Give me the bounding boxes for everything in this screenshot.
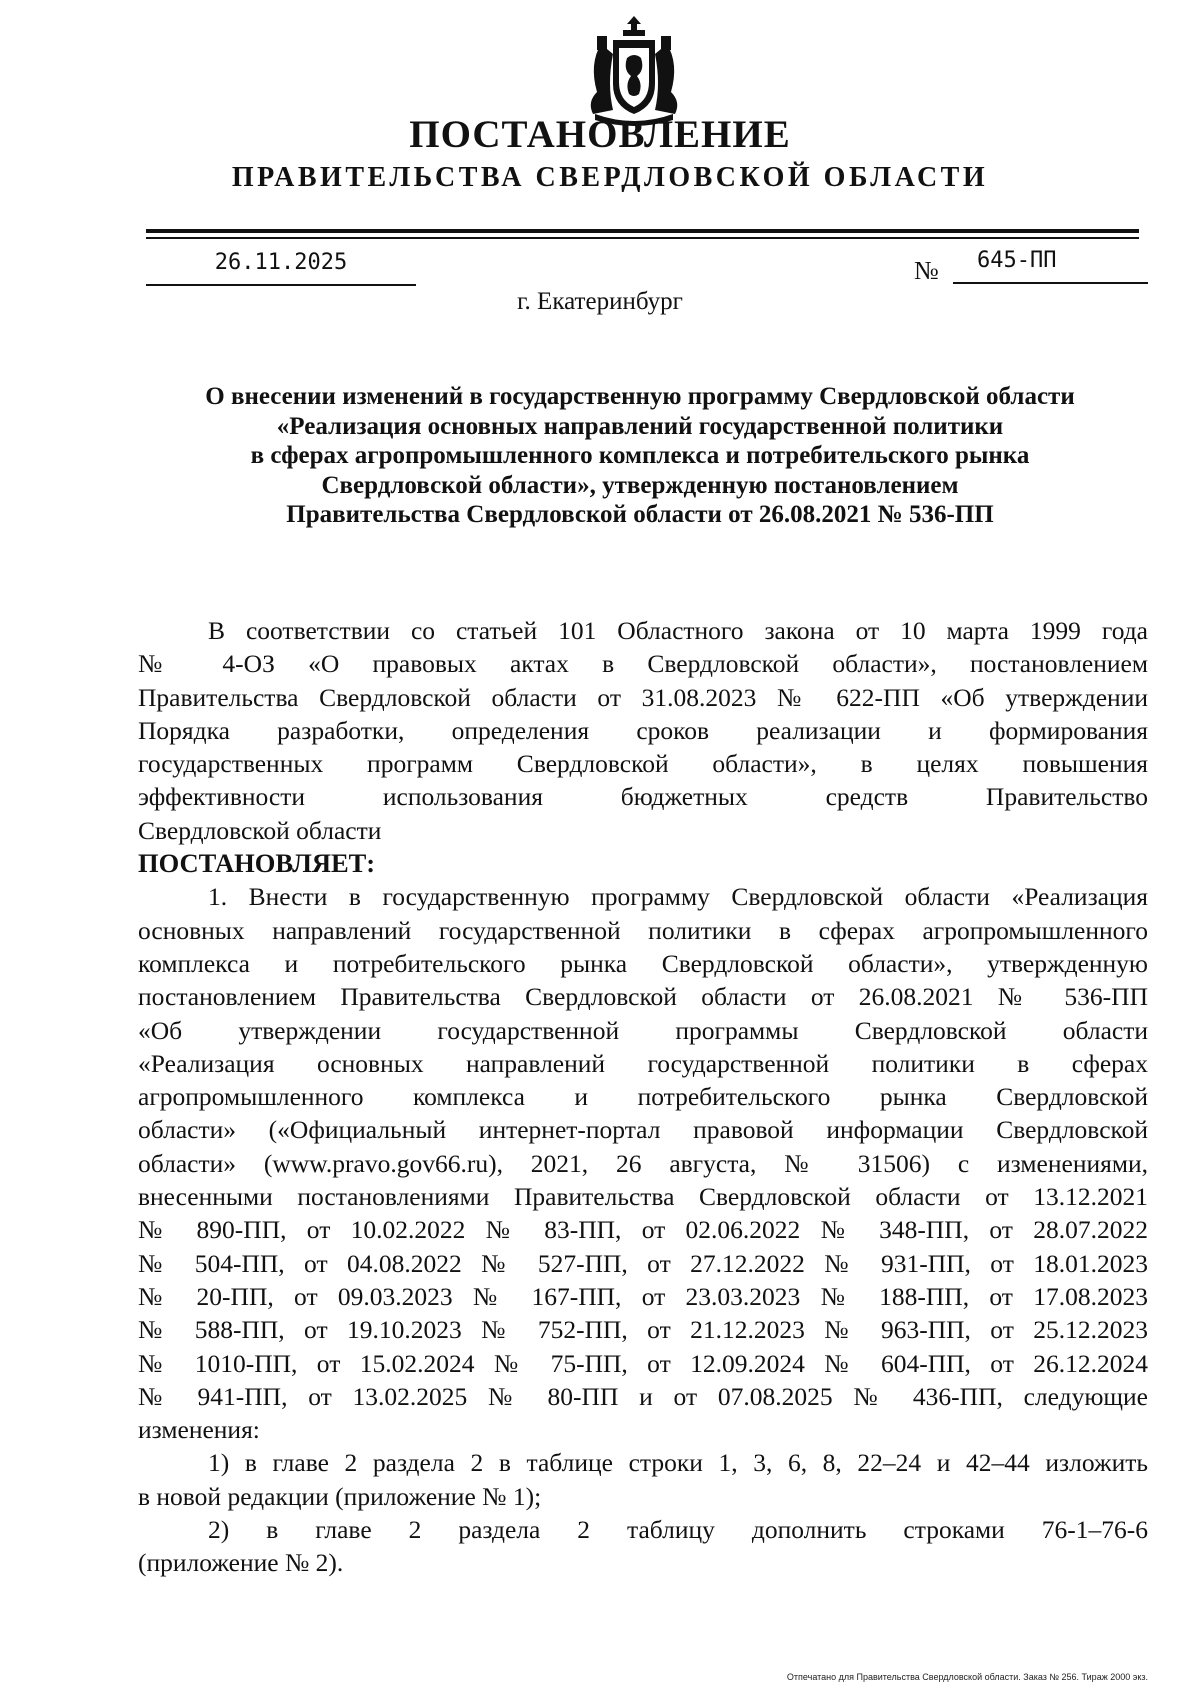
preamble-line: эффективности использования бюджетных средств Правительство xyxy=(138,782,1148,812)
preamble-line: Порядка разработки, определения сроков реализации и формирования xyxy=(138,715,1148,745)
item1-line: № 20-ПП, от 09.03.2023 № 167-ПП, от 23.03.2023 № 188-ПП, от 17.08.2023 xyxy=(138,1281,1148,1311)
item1-line: комплекса и потребительского рынка Свердловской области», утвержденную xyxy=(138,948,1148,978)
item1-line: постановлением Правительства Свердловской области от 26.08.2021 № 536-ПП xyxy=(138,982,1148,1012)
document-subtitle: ПРАВИТЕЛЬСТВА СВЕРДЛОВСКОЙ ОБЛАСТИ xyxy=(231,162,989,193)
item1-line: основных направлений государственной политики в сферах агропромышленного xyxy=(138,915,1148,945)
item1-line: области» (www.pravo.gov66.ru), 2021, 26 августа, № 31506) с изменениями, xyxy=(138,1148,1148,1178)
sub2-line: 2) в главе 2 раздела 2 таблицу дополнить строками 76-1–76-6 xyxy=(208,1515,1148,1545)
item1-line: № 890-ПП, от 10.02.2022 № 83-ПП, от 02.06.2022 № 348-ПП, от 28.07.2022 xyxy=(138,1215,1148,1245)
sub1-line: в новой редакции (приложение № 1); xyxy=(138,1481,542,1511)
header-divider xyxy=(146,229,1139,233)
item1-line: № 588-ПП, от 19.10.2023 № 752-ПП, от 21.12.2023 № 963-ПП, от 25.12.2023 xyxy=(138,1315,1148,1345)
coat-of-arms-icon xyxy=(579,14,689,126)
document-title: ПОСТАНОВЛЕНИЕ xyxy=(409,113,791,156)
print-imprint: Отпечатано для Правительства Свердловской области. Заказ № 256. Тираж 2000 экз. xyxy=(786,1672,1148,1682)
sub2-line: (приложение № 2). xyxy=(138,1548,344,1578)
item1-line: «Об утверждении государственной программы Свердловской области xyxy=(138,1015,1148,1045)
item1-line: № 1010-ПП, от 15.02.2024 № 75-ПП, от 12.09.2024 № 604-ПП, от 26.12.2024 xyxy=(138,1348,1148,1378)
document-heading xyxy=(130,382,1150,530)
item1-line: внесенными постановлениями Правительства Свердловской области от 13.12.2021 xyxy=(138,1182,1148,1212)
item1-line: 1. Внести в государственную программу Свердловской области «Реализация xyxy=(208,882,1148,912)
heading-line: О внесении изменений в государственную программу Свердловской области xyxy=(205,383,1075,410)
document-number: 645-ПП xyxy=(953,248,1148,284)
heading-line: в сферах агропромышленного комплекса и потребительского рынка xyxy=(250,442,1030,469)
preamble-line: Правительства Свердловской области от 31.08.2023 № 622-ПП «Об утверждении xyxy=(138,682,1148,712)
item1-line: «Реализация основных направлений государственной политики в сферах xyxy=(138,1048,1148,1078)
heading-line: Правительства Свердловской области от 26.08.2021 № 536-ПП xyxy=(286,501,994,528)
sub1-line: 1) в главе 2 раздела 2 в таблице строки 1, 3, 6, 8, 22–24 и 42–44 изложить xyxy=(208,1448,1148,1478)
preamble-line: государственных программ Свердловской области», в целях повышения xyxy=(138,749,1148,779)
preamble-line: В соответствии со статьей 101 Областного закона от 10 марта 1999 года xyxy=(208,616,1148,645)
document-city: г. Екатеринбург xyxy=(517,288,683,315)
heading-line: Свердловской области», утвержденную постановлением xyxy=(321,471,959,499)
document-number-label: № xyxy=(914,256,939,285)
document-date: 26.11.2025 xyxy=(146,250,416,286)
decree-word: ПОСТАНОВЛЯЕТ: xyxy=(138,848,376,879)
item1-line: № 941-ПП, от 13.02.2025 № 80-ПП и от 07.08.2025 № 436-ПП, следующие xyxy=(138,1381,1148,1411)
item1-line: агропромышленного комплекса и потребительского рынка Свердловской xyxy=(138,1082,1148,1112)
heading-line: «Реализация основных направлений государственной политики xyxy=(276,412,1004,440)
header-divider-thin xyxy=(146,237,1139,239)
preamble-line: Свердловской области xyxy=(138,815,382,845)
document-body xyxy=(138,614,1148,1580)
item1-line: № 504-ПП, от 04.08.2022 № 527-ПП, от 27.12.2022 № 931-ПП, от 18.01.2023 xyxy=(138,1248,1148,1278)
item1-line: изменения: xyxy=(138,1415,260,1445)
preamble-line: № 4-ОЗ «О правовых актах в Свердловской области», постановлением xyxy=(138,649,1148,679)
item1-line: области» («Официальный интернет-портал правовой информации Свердловской xyxy=(138,1115,1148,1145)
